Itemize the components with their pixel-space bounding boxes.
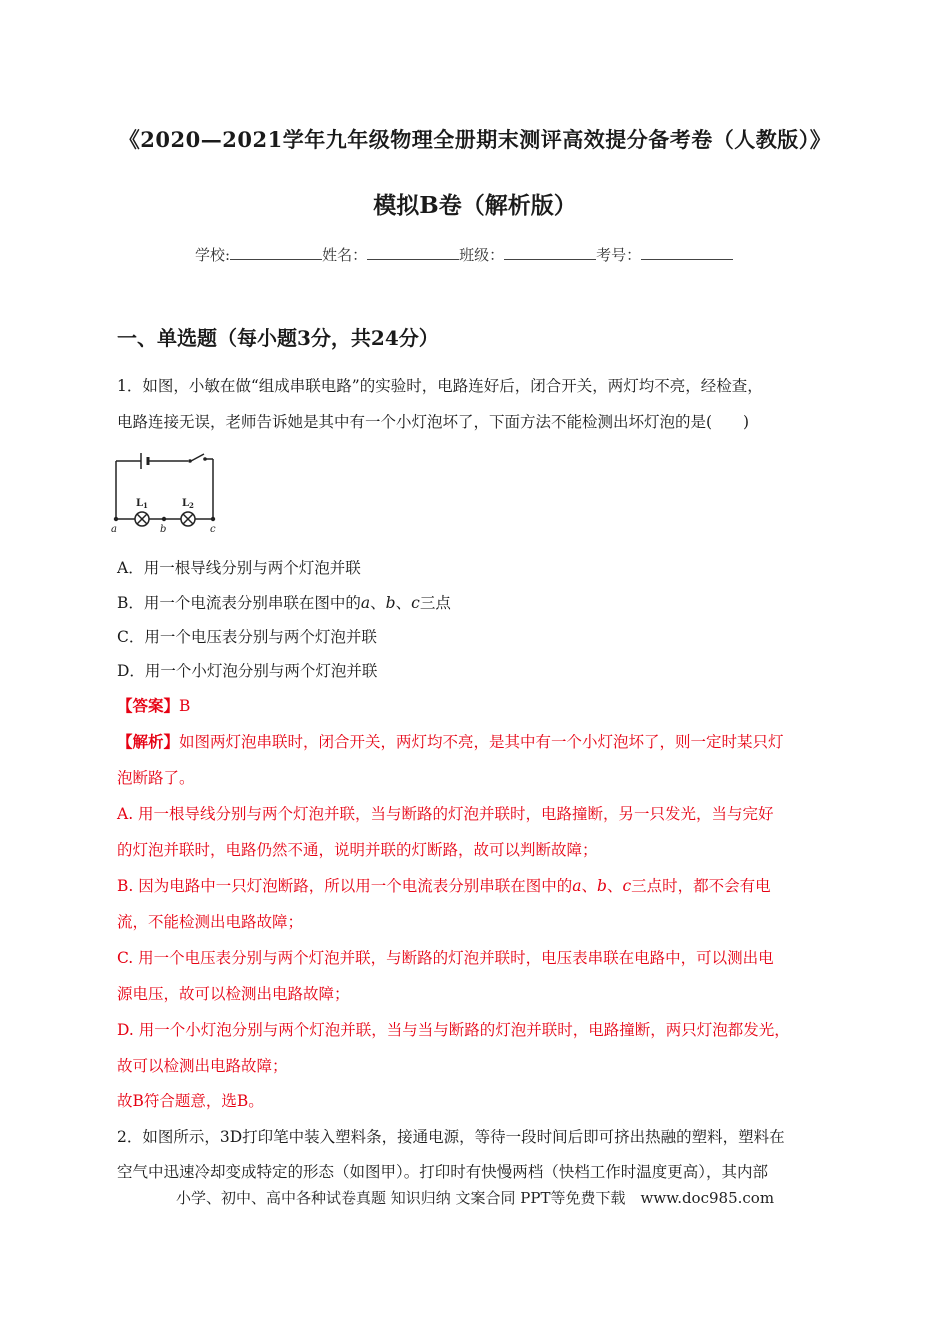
analysis-line-9: D. 用一个小灯泡分别与两个灯泡并联，当与当与断路的灯泡并联时，电路撞断，两只灯泡都发光， xyxy=(117,1021,790,1039)
label-a: a xyxy=(111,524,117,535)
analysis-line-5: B. 因为电路中一只灯泡断路，所以用一个电流表分别串联在图中的a、b、c三点时，都不会有电 xyxy=(117,877,771,895)
answer-label: 【答案】 xyxy=(117,696,180,715)
node-a-dot xyxy=(114,517,118,521)
q1-option-d: D．用一个小灯泡分别与两个灯泡并联 xyxy=(117,662,378,680)
name-blank[interactable] xyxy=(367,245,459,260)
q1-option-a: A．用一根导线分别与两个灯泡并联 xyxy=(117,559,361,577)
node-c-dot xyxy=(211,517,215,521)
analysis-line-4: 的灯泡并联时，电路仍然不通，说明并联的灯断路，故可以判断故障； xyxy=(117,841,598,859)
document-subtitle: 模拟B卷（解析版） xyxy=(373,192,577,219)
class-label: 班级： xyxy=(459,246,505,264)
school-blank[interactable] xyxy=(230,245,322,260)
analysis-line-11: 故B符合题意，选B。 xyxy=(117,1092,264,1110)
school-label: 学校: xyxy=(195,246,231,264)
q1-stem-line1: 1．如图，小敏在做“组成串联电路”的实验时，电路连好后，闭合开关，两灯均不亮，经检查， xyxy=(117,377,763,395)
page-footer[interactable]: 小学、初中、高中各种试卷真题 知识归纳 文案合同 PPT等免费下载 www.doc985.com xyxy=(175,1189,775,1207)
label-c: c xyxy=(210,524,216,535)
q1-option-b: B．用一个电流表分别串联在图中的a、b、c三点 xyxy=(117,594,451,612)
exam-no-label: 考号： xyxy=(596,246,642,264)
analysis-line-8: 源电压，故可以检测出电路故障； xyxy=(117,985,350,1003)
section-heading: 一、单选题（每小题3分，共24分） xyxy=(117,326,439,350)
label-l1: $L_1$ xyxy=(136,498,148,510)
name-label: 姓名： xyxy=(322,246,368,264)
analysis-line-6: 流，不能检测出电路故障； xyxy=(117,913,304,931)
document-title: 《2020—2021学年九年级物理全册期末测评高效提分备考卷（人教版）》 xyxy=(118,127,832,152)
analysis-line-2: 泡断路了。 xyxy=(117,769,195,787)
q2-stem-line2: 空气中迅速冷却变成特定的形态（如图甲）。打印时有快慢两档（快档工作时温度更高），其内部 xyxy=(117,1163,769,1181)
analysis-line-1: 【解析】如图两灯泡串联时，闭合开关，两灯均不亮，是其中有一个小灯泡坏了，则一定时某只灯 xyxy=(117,732,784,751)
label-b: b xyxy=(160,524,167,535)
analysis-line-10: 故可以检测出电路故障； xyxy=(117,1057,288,1075)
answer-value: B xyxy=(179,697,191,715)
analysis-label: 【解析】 xyxy=(117,732,180,751)
circuit-diagram xyxy=(108,450,228,536)
label-l2: $L_2$ xyxy=(182,498,194,510)
class-blank[interactable] xyxy=(504,245,596,260)
q1-stem-line2: 电路连接无误，老师告诉她是其中有一个小灯泡坏了，下面方法不能检测出坏灯泡的是( ) xyxy=(117,413,750,431)
q1-answer xyxy=(117,694,190,716)
exam-no-blank[interactable] xyxy=(641,245,733,260)
q1-option-c: C．用一个电压表分别与两个灯泡并联 xyxy=(117,628,377,646)
switch-blade xyxy=(191,454,204,461)
analysis-line-7: C. 用一个电压表分别与两个灯泡并联，与断路的灯泡并联时，电压表串联在电路中，可以测出电 xyxy=(117,949,774,967)
q2-stem-line1: 2．如图所示，3D打印笔中装入塑料条，接通电源，等待一段时间后即可挤出热融的塑料，塑料在 xyxy=(117,1128,785,1146)
switch-contact-left xyxy=(188,459,192,463)
switch-contact-right xyxy=(203,457,207,461)
node-b-dot xyxy=(162,517,166,521)
analysis-line-3: A. 用一根导线分别与两个灯泡并联，当与断路的灯泡并联时，电路撞断，另一只发光，当与完好 xyxy=(117,805,774,823)
student-info-row xyxy=(195,244,733,265)
